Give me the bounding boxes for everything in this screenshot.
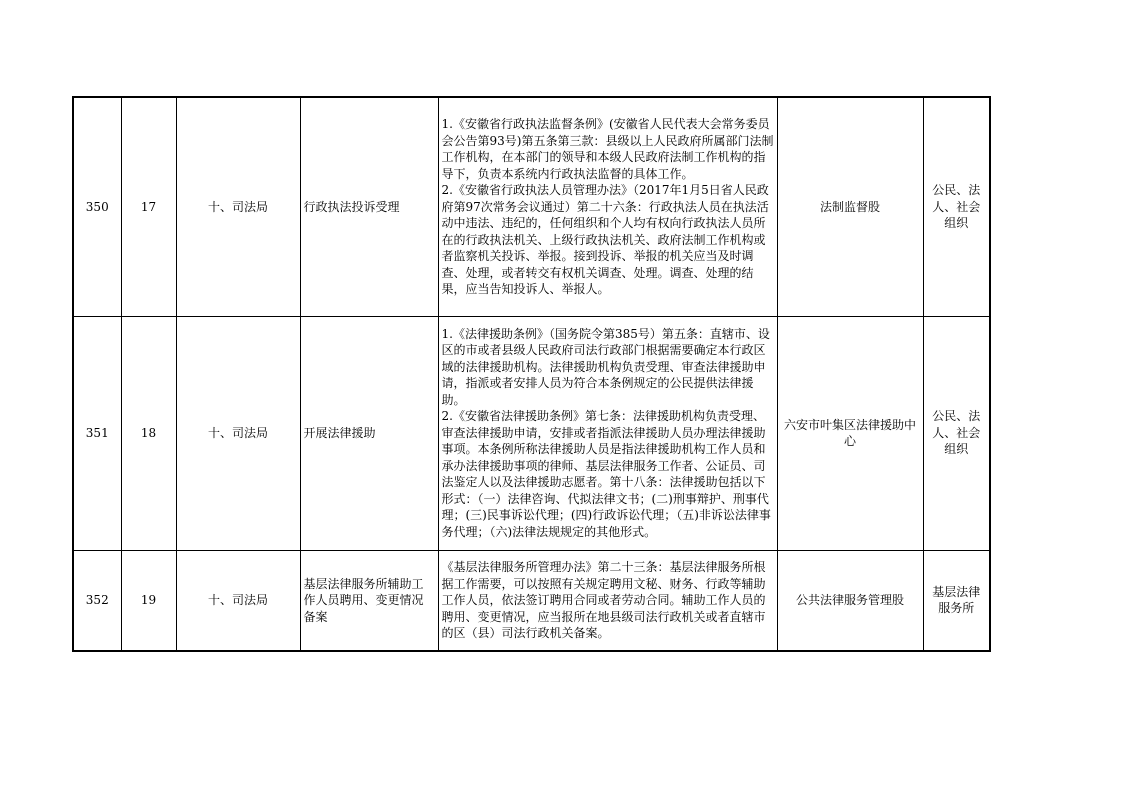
seq-cell: 351	[73, 316, 121, 550]
item-cell: 行政执法投诉受理	[300, 97, 438, 316]
object-cell: 基层法律服务所	[923, 550, 990, 651]
table-row	[73, 97, 990, 316]
unit-cell: 法制监督股	[777, 97, 923, 316]
sub-seq-cell: 18	[121, 316, 176, 550]
sub-seq-cell: 19	[121, 550, 176, 651]
department-cell: 十、司法局	[176, 550, 300, 651]
authority-table	[72, 96, 991, 652]
department-cell: 十、司法局	[176, 316, 300, 550]
sub-seq-cell: 17	[121, 97, 176, 316]
unit-cell: 公共法律服务管理股	[777, 550, 923, 651]
table-row	[73, 550, 990, 651]
item-cell: 基层法律服务所辅助工作人员聘用、变更情况备案	[300, 550, 438, 651]
department-cell: 十、司法局	[176, 97, 300, 316]
seq-cell: 350	[73, 97, 121, 316]
basis-paragraph: 1.《安徽省行政执法监督条例》(安徽省人民代表大会常务委员会公告第93号)第五条第三款：县级以上人民政府所属部门法制工作机构，在本部门的领导和本级人民政府法制工作机构的指导下，负责本系统内行政执法监督的具体工作。	[441, 117, 774, 181]
basis-paragraph: 2.《安徽省法律援助条例》第七条：法律援助机构负责受理、审查法律援助申请，安排或者指派法律援助人员办理法律援助事项。本条例所称法律援助人员是指法律援助机构工作人员和承办法律援助事项的律师、基层法律服务工作者、公证员、司法鉴定人以及法律援助志愿者。第十八条：法律援助包括以下形式：（一）法律咨询、代拟法律文书；(二)刑事辩护、刑事代理；(三)民事诉讼代理；(四)行政诉讼代理；（五)非诉讼法律事务代理；（六)法律法规规定的其他形式。	[441, 409, 771, 539]
basis-cell	[438, 316, 777, 550]
object-cell: 公民、法人、社会组织	[923, 316, 990, 550]
seq-cell: 352	[73, 550, 121, 651]
object-cell: 公民、法人、社会组织	[923, 97, 990, 316]
basis-paragraph: 《基层法律服务所管理办法》第二十三条：基层法律服务所根据工作需要，可以按照有关规定聘用文秘、财务、行政等辅助工作人员，依法签订聘用合同或者劳动合同。辅助工作人员的聘用、变更情况，应当报所在地县级司法行政机关或者直辖市的区（县）司法行政机关备案。	[441, 560, 766, 640]
item-cell: 开展法律援助	[300, 316, 438, 550]
table-row	[73, 316, 990, 550]
unit-cell: 六安市叶集区法律援助中心	[777, 316, 923, 550]
basis-cell	[438, 97, 777, 316]
basis-paragraph: 1.《法律援助条例》（国务院令第385号）第五条：直辖市、设区的市或者县级人民政府司法行政部门根据需要确定本行政区域的法律援助机构。法律援助机构负责受理、审查法律援助申请，指派或者安排人员为符合本条例规定的公民提供法律援助。	[441, 326, 770, 407]
basis-paragraph: 2.《安徽省行政执法人员管理办法》（2017年1月5日省人民政府第97次常务会议通过）第二十六条：行政执法人员在执法活动中违法、违纪的，任何组织和个人均有权向行政执法人员所在的行政执法机关、上级行政执法机关、政府法制工作机构或者监察机关投诉、举报。接到投诉、举报的机关应当及时调查、处理，或者转交有权机关调查、处理。调查、处理的结果，应当告知投诉人、举报人。	[441, 183, 769, 296]
basis-cell	[438, 550, 777, 651]
